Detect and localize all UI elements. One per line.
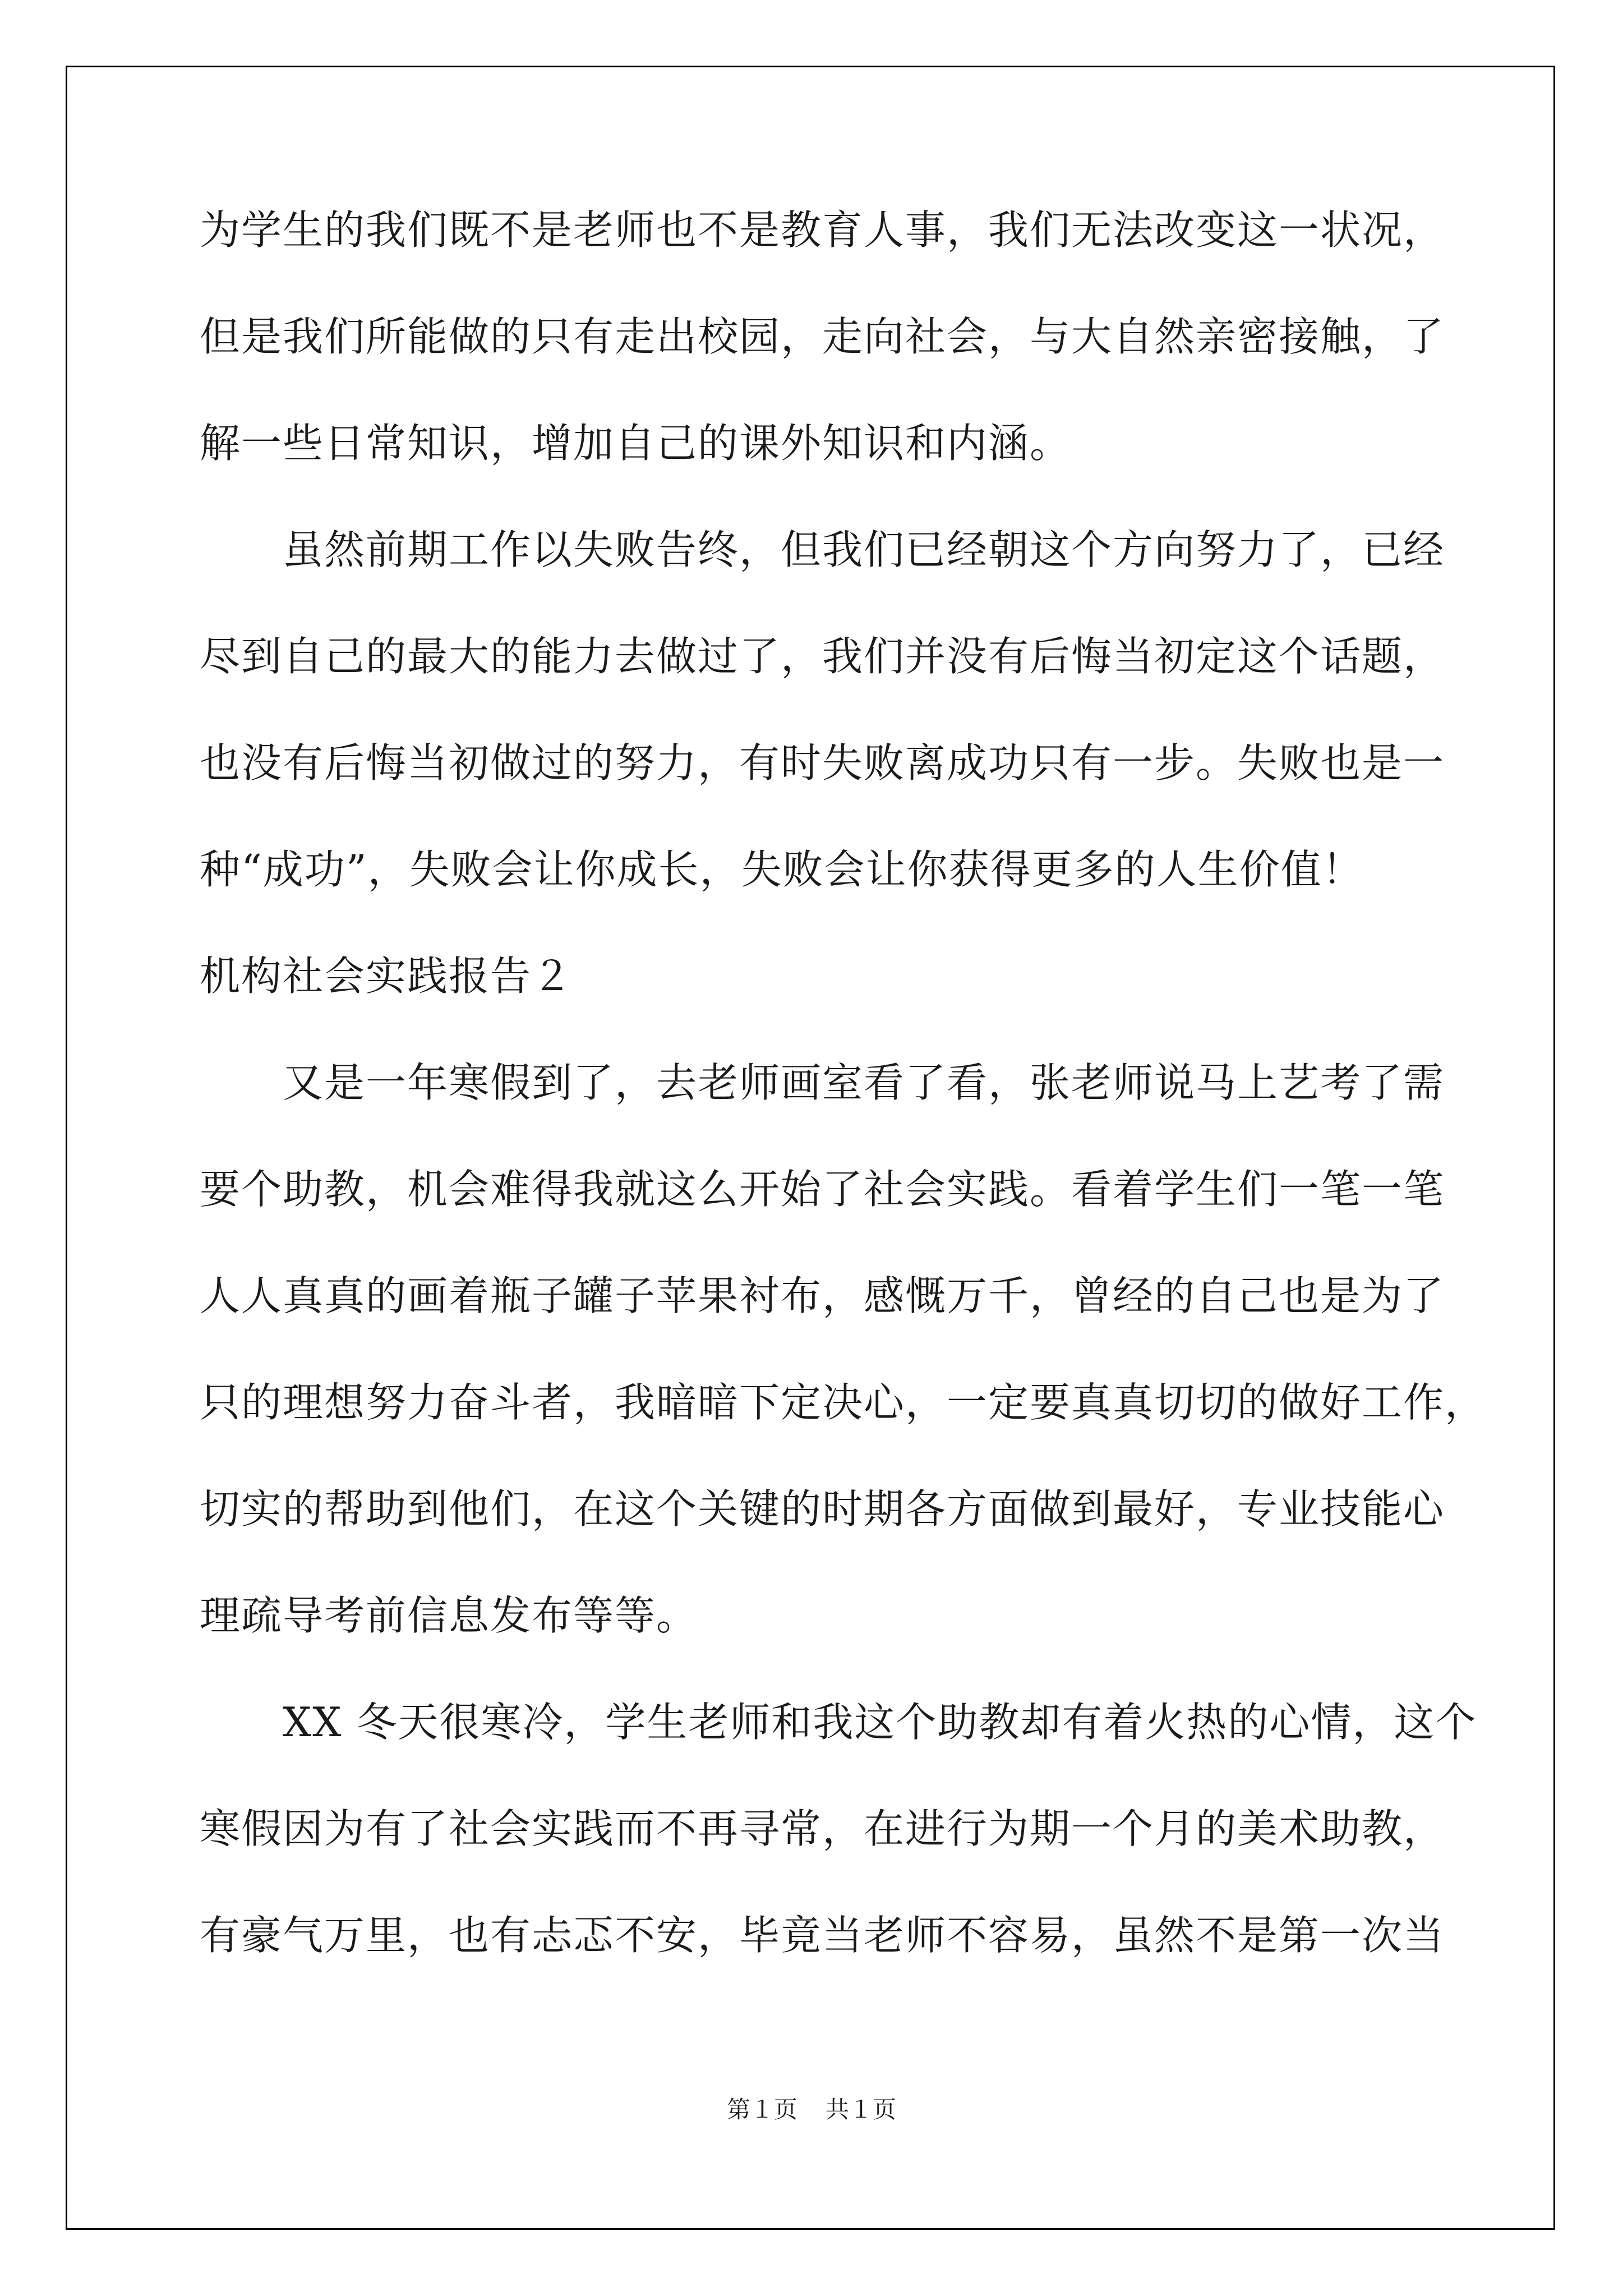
text-line: 也没有后悔当初做过的努力，有时失败离成功只有一步。失败也是一 bbox=[200, 739, 1445, 786]
text-line: 要个助教，机会难得我就这么开始了社会实践。看着学生们一笔一笔 bbox=[200, 1166, 1445, 1213]
text-line: 有豪气万里，也有忐忑不安，毕竟当老师不容易，虽然不是第一次当 bbox=[200, 1912, 1445, 1959]
document-body bbox=[200, 206, 1487, 2019]
text-line: 尽到自己的最大的能力去做过了，我们并没有后悔当初定这个话题， bbox=[200, 633, 1445, 680]
text-line: 为学生的我们既不是老师也不是教育人事，我们无法改变这一状况， bbox=[200, 206, 1445, 254]
text-line: 但是我们所能做的只有走出校园，走向社会，与大自然亲密接触，了 bbox=[200, 313, 1445, 360]
page-number: 第１页 bbox=[726, 2096, 797, 2123]
text-line: 寒假因为有了社会实践而不再寻常，在进行为期一个月的美术助教， bbox=[200, 1805, 1445, 1852]
page-total: 共１页 bbox=[826, 2096, 897, 2123]
text-line: 切实的帮助到他们，在这个关键的时期各方面做到最好，专业技能心 bbox=[200, 1485, 1445, 1533]
text-line: 人人真真的画着瓶子罐子苹果衬布，感慨万千，曾经的自己也是为了 bbox=[200, 1272, 1445, 1319]
text-line: 解一些日常知识，增加自己的课外知识和内涵。 bbox=[200, 420, 1072, 467]
page-footer bbox=[0, 2091, 1623, 2125]
text-line: 理疏导考前信息发布等等。 bbox=[200, 1592, 698, 1639]
text-line: 种“成功”，失败会让你成长，失败会让你获得更多的人生价值！ bbox=[200, 846, 1364, 893]
text-line: 只的理想努力奋斗者，我暗暗下定决心，一定要真真切切的做好工作， bbox=[200, 1379, 1487, 1426]
text-line: 虽然前期工作以失败告终，但我们已经朝这个方向努力了，已经 bbox=[283, 526, 1445, 573]
section-heading: 机构社会实践报告２ bbox=[200, 953, 574, 1000]
text-line: 又是一年寒假到了，去老师画室看了看，张老师说马上艺考了需 bbox=[283, 1059, 1445, 1106]
text-line: XX 冬天很寒冷，学生老师和我这个助教却有着火热的心情，这个 bbox=[283, 1699, 1477, 1746]
